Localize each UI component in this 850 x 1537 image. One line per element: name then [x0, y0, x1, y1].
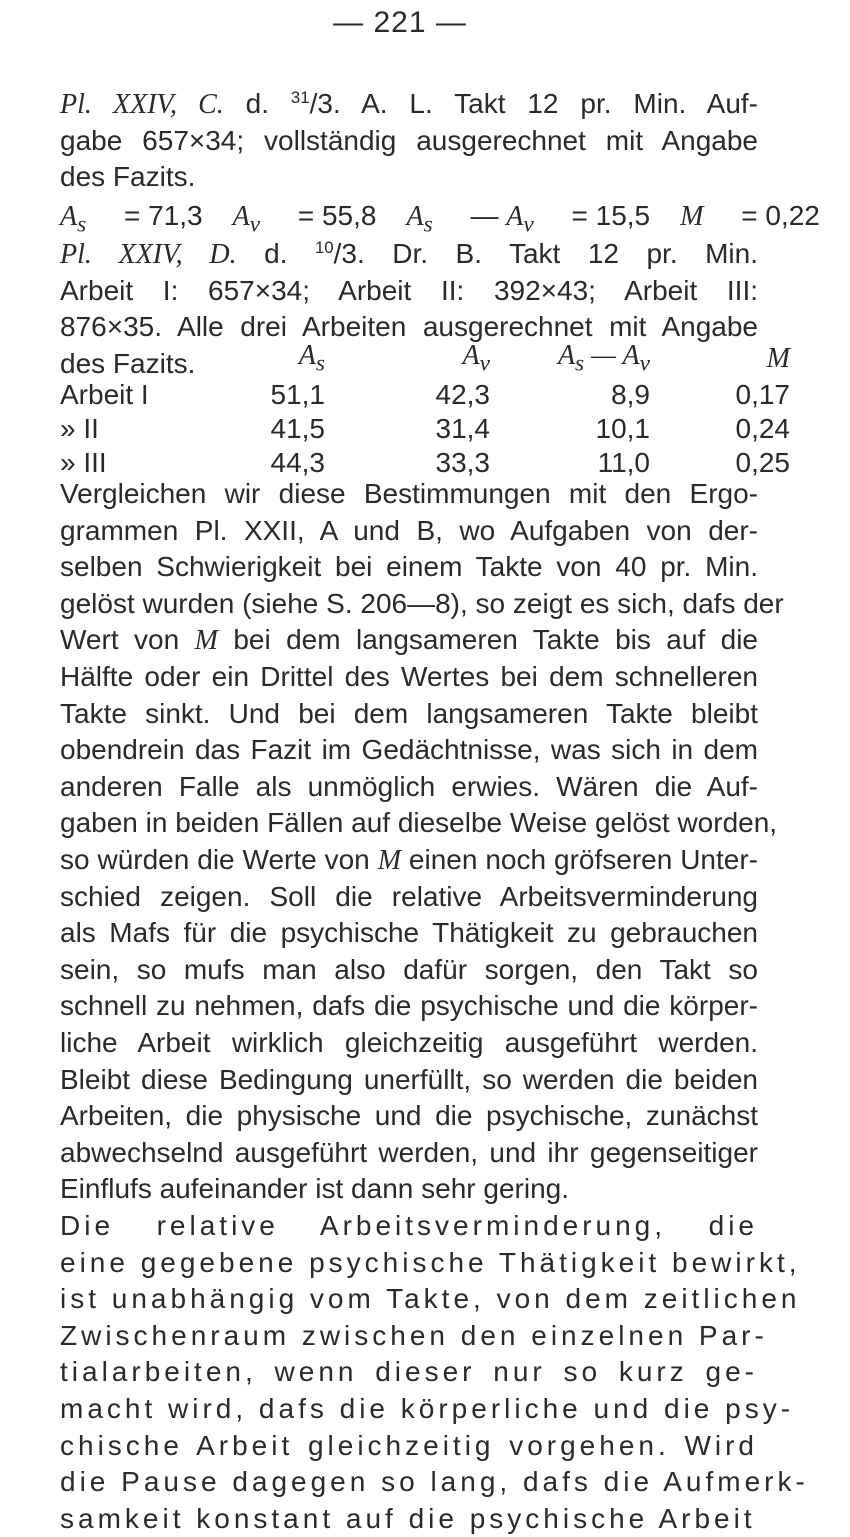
text-line: Einflufs aufeinander ist dann sehr gering. — [60, 1173, 569, 1205]
text-line: Bleibt diese Bedingung unerfüllt, so werden die beiden — [60, 1063, 758, 1095]
table-row — [60, 412, 790, 446]
text-line: anderen Falle als unmöglich erwies. Wären die Auf- — [60, 770, 758, 802]
results-table — [60, 340, 790, 480]
text-line: gelöst wurden (siehe S. 206—8), so zeigt es sich, dafs der — [60, 587, 784, 619]
text-line: selben Schwierigkeit bei einem Takte von 40 pr. Min. — [60, 551, 758, 583]
table-header-cell: $A_s$ — [298, 340, 325, 377]
text-line: Pl. XXIV, D. d. $^{10}$/3. Dr. B. Takt 12 pr. Min. — [60, 237, 758, 270]
formula-term: M = 0,22 — [680, 200, 820, 232]
text-line: 876×35. Alle drei Arbeiten ausgerechnet mit Angabe — [60, 311, 758, 343]
text-line: sein, so mufs man also dafür sorgen, den Takt so — [60, 953, 758, 985]
table-cell: » II — [60, 412, 99, 444]
text-line: gaben in beiden Fällen auf dieselbe Weise gelöst worden, — [60, 807, 778, 839]
table-cell: » III — [60, 446, 107, 478]
text-line: Vergleichen wir diese Bestimmungen mit den Ergo- — [60, 478, 758, 509]
table-cell: 0,25 — [735, 446, 790, 478]
text-line: Hälfte oder ein Drittel des Wertes bei dem schnelleren — [60, 660, 758, 692]
table-cell: Arbeit I — [60, 378, 149, 410]
paragraph-comparison — [60, 476, 784, 1208]
text-line: des Fazits. — [60, 161, 196, 193]
text-line: Pl. XXIV, C. d. $^{31}$/3. A. L. Takt 12 pr. Min. Auf- — [60, 87, 758, 120]
text-line: Die relative Arbeitsverminderung, die — [60, 1210, 758, 1241]
formula-term: $A_v = 55,8$ — [232, 200, 377, 238]
table-header-cell: $A_s$ — $A_v$ — [557, 340, 650, 377]
text-line: Zwischenraum zwischen den einzelnen Par- — [60, 1319, 768, 1351]
text-line: Takte sinkt. Und bei dem langsameren Takte bleibt — [60, 697, 758, 729]
table-cell: 8,9 — [611, 378, 650, 410]
formula-term: $A_s = 71,3$ — [60, 200, 203, 238]
page-number: — 221 — — [333, 6, 467, 39]
text-line: die Pause dagegen so lang, dafs die Aufmerk- — [60, 1466, 809, 1498]
text-line: Arbeit I: 657×34; Arbeit II: 392×43; Arbeit III: — [60, 274, 758, 306]
table-header-cell — [60, 340, 230, 378]
formula-term: $A_s$ — $A_v = 15,5$ — [406, 200, 651, 238]
text-line: samkeit konstant auf die psychische Arbeit — [60, 1502, 756, 1534]
text-line: Wert von M bei dem langsameren Takte bis auf die — [60, 624, 758, 657]
table-body — [60, 378, 790, 480]
table-cell: 51,1 — [270, 378, 325, 410]
text-line: des Fazits. — [60, 347, 196, 379]
table-header-cell: $A_v$ — [462, 340, 490, 377]
table-header-row — [60, 340, 790, 378]
table-row — [60, 446, 790, 480]
text-line: abwechselnd ausgeführt werden, und ihr gegenseitiger — [60, 1136, 758, 1168]
text-line: grammen Pl. XXII, A und B, wo Aufgaben von der- — [60, 514, 758, 546]
table-cell: 0,17 — [735, 378, 790, 410]
text-line: so würden die Werte von M einen noch gröfseren Unter- — [60, 843, 758, 876]
formula-line — [60, 200, 820, 239]
text-line: gabe 657×34; vollständig ausgerechnet mit Angabe — [60, 124, 758, 156]
text-line: tialarbeiten, wenn dieser nur so kurz ge- — [60, 1356, 758, 1388]
table-cell: 10,1 — [595, 412, 650, 444]
table-cell: 44,3 — [270, 446, 325, 478]
table-row — [60, 378, 790, 412]
text-line: macht wird, dafs die körperliche und die psy- — [60, 1392, 795, 1424]
text-line: als Mafs für die psychische Thätigkeit zu gebrauchen — [60, 917, 758, 949]
table-cell: 41,5 — [270, 412, 325, 444]
table-cell: 42,3 — [435, 378, 490, 410]
text-line: ist unabhängig vom Takte, von dem zeitlichen — [60, 1283, 801, 1315]
table-cell: 0,24 — [735, 412, 790, 444]
text-line: schied zeigen. Soll die relative Arbeitsverminderung — [60, 880, 758, 912]
text-line: Arbeiten, die physische und die psychische, zunächst — [60, 1100, 758, 1132]
paragraph-spaced-thesis — [60, 1208, 809, 1537]
text-line: obendrein das Fazit im Gedächtnisse, was sich in dem — [60, 734, 758, 766]
table-cell: 33,3 — [435, 446, 490, 478]
text-line: eine gegebene psychische Thätigkeit bewirkt, — [60, 1246, 801, 1278]
table-cell: 31,4 — [435, 412, 490, 444]
table-cell: 11,0 — [597, 446, 650, 478]
paragraph-plate-c — [60, 86, 758, 196]
text-line: schnell zu nehmen, dafs die psychische und die körper- — [60, 990, 758, 1022]
table-header-cell: M — [766, 342, 790, 374]
text-line: liche Arbeit wirklich gleichzeitig ausgeführt werden. — [60, 1026, 758, 1058]
text-line: chische Arbeit gleichzeitig vorgehen. Wird — [60, 1429, 758, 1461]
